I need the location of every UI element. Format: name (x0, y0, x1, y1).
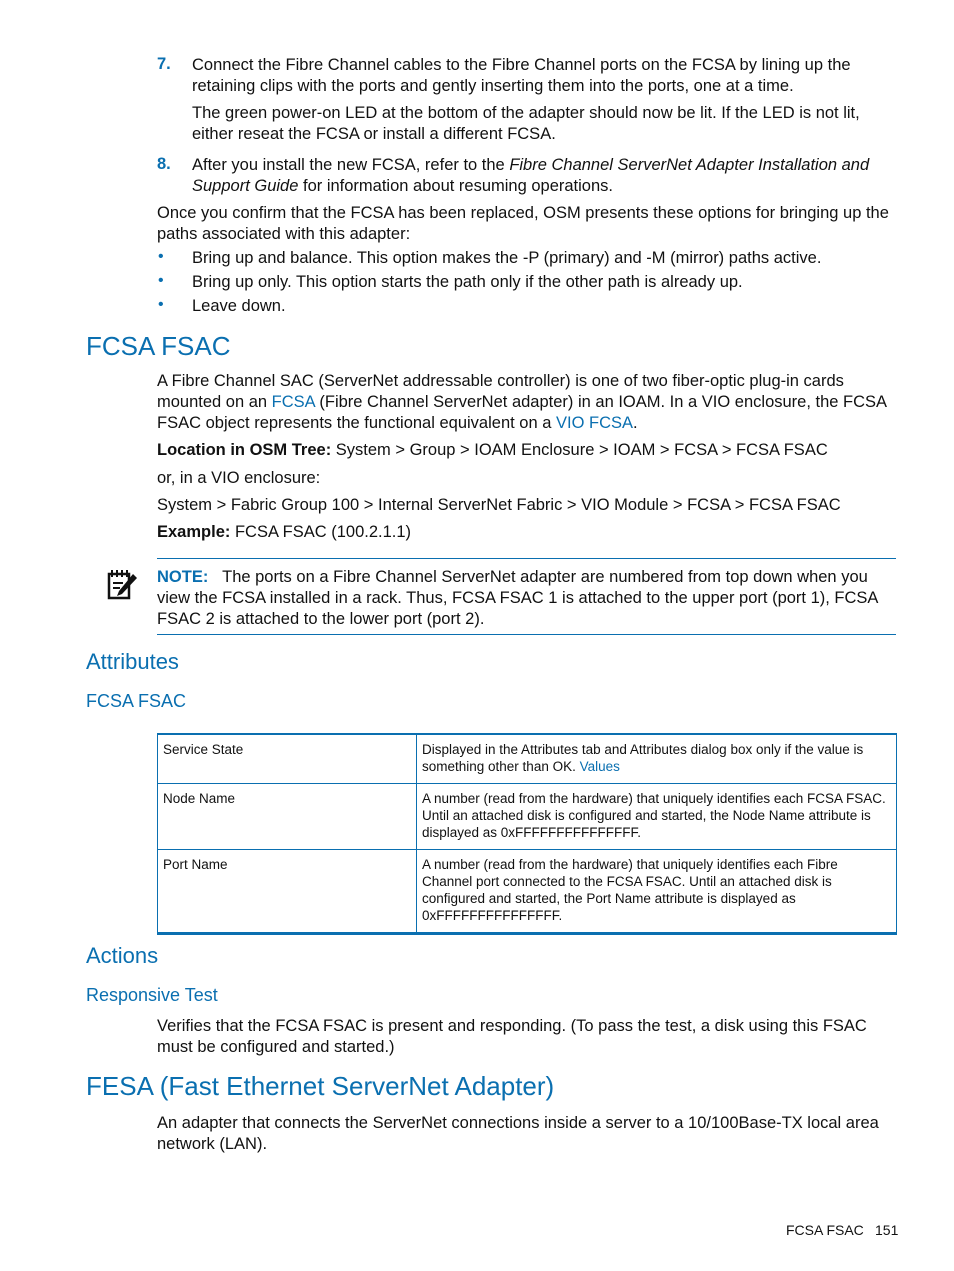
footer-label: FCSA FSAC (786, 1222, 864, 1238)
example-value: FCSA FSAC (100.2.1.1) (230, 523, 412, 541)
section-paragraph (157, 371, 902, 434)
text-part: . (633, 414, 638, 432)
actions-heading: Actions (86, 943, 159, 968)
attribute-description (417, 734, 897, 784)
bullet-icon: • (158, 272, 164, 289)
attribute-name: Port Name (158, 850, 417, 934)
location-label: Location in OSM Tree: (157, 441, 332, 459)
list-item: Leave down. (192, 297, 286, 315)
attributes-subheading: FCSA FSAC (86, 691, 187, 711)
fcsa-link[interactable]: FCSA (271, 393, 315, 411)
page-number: 151 (875, 1222, 899, 1238)
example-label: Example: (157, 523, 231, 541)
step-text-part: for information about resuming operations. (298, 177, 613, 195)
step-text-part: After you install the new FCSA, refer to the (192, 156, 510, 174)
note-text (157, 567, 902, 630)
list-item: Bring up and balance. This option makes the -P (primary) and -M (mirror) paths active. (192, 249, 822, 267)
note-bottom-rule (157, 634, 896, 635)
note-top-rule (157, 558, 896, 559)
intro-paragraph: Once you confirm that the FCSA has been replaced, OSM presents these options for bringing up the paths associated with this adapter: (157, 204, 889, 243)
text-part: (Fibre Channel ServerNet adapter) in an IOAM. In a VIO enclosure, the FCSA FSAC object represents the functional equivalent on a (157, 393, 887, 432)
actions-subheading: Responsive Test (86, 985, 218, 1005)
text-part: A Fibre Channel SAC (ServerNet addressable controller) is one of two fiber-optic plug-in cards mounted on an (157, 372, 844, 411)
attribute-name: Node Name (158, 784, 417, 850)
description-text: Displayed in the Attributes tab and Attributes dialog box only if the value is something other than OK. (422, 742, 864, 774)
attribute-description: A number (read from the hardware) that uniquely identifies each FCSA FSAC. Until an attached disk is configured and started, the Node Name attribute is displayed as 0xFFFFFFFFFFFFFFF. (417, 784, 897, 850)
actions-paragraph: Verifies that the FCSA FSAC is present and responding. (To pass the test, a disk using this FSAC must be configured and started.) (157, 1017, 867, 1056)
attribute-name: Service State (158, 734, 417, 784)
bullet-icon: • (158, 248, 164, 265)
note-body: The ports on a Fibre Channel ServerNet adapter are numbered from top down when you view the FCSA installed in a rack. Thus, FCSA FSAC 1 is attached to the upper port (port 1), FCSA FSAC 2 is attached to the lower port (port 2). (157, 568, 878, 628)
location-line (157, 440, 902, 461)
step-text: Connect the Fibre Channel cables to the Fibre Channel ports on the FCSA by lining up the retaining clips with the ports and gently inserting them into the ports, one at a time. (192, 56, 851, 95)
note-label: NOTE: (157, 568, 209, 586)
vio-intro: or, in a VIO enclosure: (157, 469, 321, 487)
attributes-heading: Attributes (86, 649, 179, 674)
values-link[interactable]: Values (579, 759, 620, 774)
section-title: FCSA FSAC (86, 331, 231, 361)
vio-path: System > Fabric Group 100 > Internal ServerNet Fabric > VIO Module > FCSA > FCSA FSAC (157, 496, 841, 514)
step-number: 8. (157, 155, 171, 173)
list-item: Bring up only. This option starts the path only if the other path is already up. (192, 273, 743, 291)
table-row (158, 850, 897, 934)
vio-fcsa-link[interactable]: VIO FCSA (556, 414, 634, 432)
guide-title: Fibre Channel ServerNet Adapter Installation and Support Guide (192, 156, 870, 195)
table-row (158, 734, 897, 784)
bullet-icon: • (158, 296, 164, 313)
step-text (192, 155, 902, 197)
attribute-description: A number (read from the hardware) that uniquely identifies each Fibre Channel port connected to the FCSA FSAC. Until an attached disk is configured and started, the Port Name attribute is displayed as 0xFFFFFFFFFFFFFFF. (417, 850, 897, 934)
section-paragraph: An adapter that connects the ServerNet connections inside a server to a 10/100Base-TX local area network (LAN). (157, 1114, 879, 1153)
table-row (158, 784, 897, 850)
step-subtext: The green power-on LED at the bottom of the adapter should now be lit. If the LED is not lit, either reseat the FCSA or install a different FCSA. (192, 104, 860, 143)
section-title: FESA (Fast Ethernet ServerNet Adapter) (86, 1071, 555, 1101)
example-line (157, 522, 902, 543)
location-value: System > Group > IOAM Enclosure > IOAM > FCSA > FCSA FSAC (331, 441, 828, 459)
note-pencil-icon (106, 568, 138, 607)
step-number: 7. (157, 55, 171, 73)
attributes-table (157, 733, 897, 935)
